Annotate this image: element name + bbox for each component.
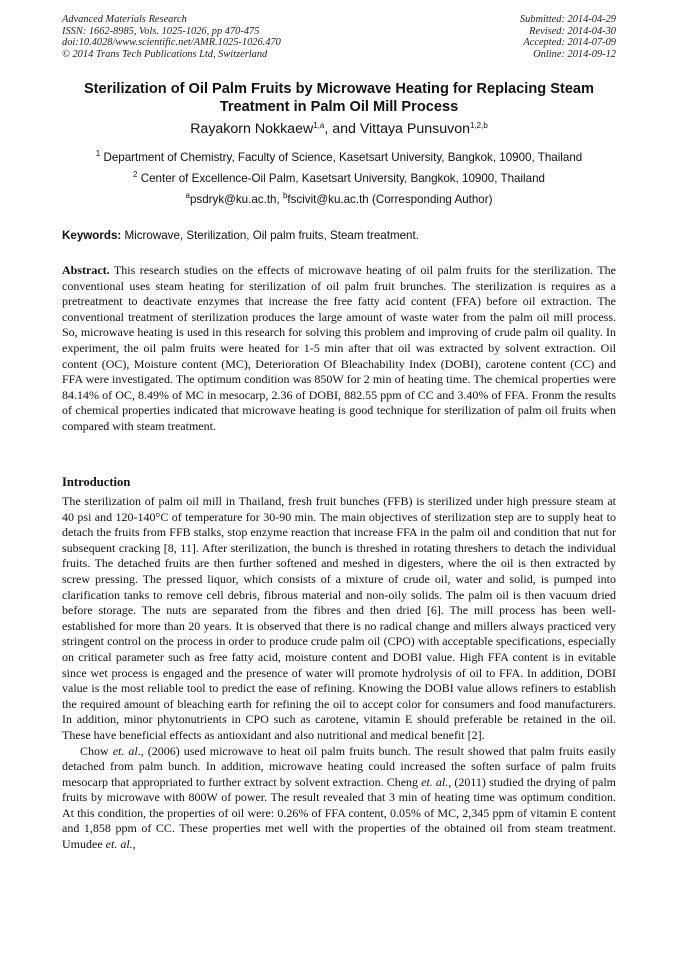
p2-text-d: ,: [132, 837, 136, 852]
affiliation-2-sup: 2: [133, 170, 138, 179]
p2-etal-3: et. al.: [105, 837, 133, 852]
email-a: psdryk@ku.ac.th,: [189, 193, 283, 206]
accepted-date: Accepted: 2014-07-09: [523, 37, 616, 49]
p2-text-c: , (2011) studied the drying of palm fruits by microwave with 800W of power. The result revealed that 3 min of heating time was optimum condition. At this condition, the properties of oil were: 0.26% of FFA content, 0.05% of MC, 2,345 ppm of vitamin E content and 1,858 ppm of CC. These properties met well with the properties of the obtained oil from steam treatment. Umudee: [62, 774, 616, 852]
p2-text-b: ., (2006) used microwave to heat oil palm fruits bunch. The result showed that palm fruits easily detached from palm bunch. In addition, microwave heating could increased the soften surface of palm fruits mesocarp that appropriated to further extract by solvent extraction. Cheng: [62, 743, 616, 789]
email-a-sup: a: [185, 191, 190, 200]
abstract-text: This research studies on the effects of microwave heating of oil palm fruits for the sterilization. The conventional uses steam heating for sterilization of oil palm fruit brunches. The sterilization is requires as a pretreatment to deactivate enzymes that increase the free fatty acid content (FFA) before oil extraction. The conventional treatment of sterilization produces the large amount of waste water from the palm oil mill process. So, microwave heating is used in this research for solving this problem and improving of crude palm oil quality. In experiment, the oil palm fruits were heated for 1-5 min after that oil was extracted by solvent extraction. Oil content (OC), Moisture content (MC), Deterioration Of Bleachability Index (DOBI), carotene content (CC) and FFA were investigated. The optimum condition was 850W for 2 min of heating time. The chemical properties were 84.14% of OC, 8.49% of MC in mesocarp, 2.36 of DOBI, 882.55 ppm of CC and 3.40% of FFA. Fronm the results of chemical properties indicated that microwave heating is good technique for sterilization of palm oil fruits when compared with steam treatment.: [62, 263, 616, 433]
email-line: [62, 193, 616, 206]
affiliation-1-text: Department of Chemistry, Faculty of Science, Kasetsart University, Bangkok, 10900, Thailand: [100, 151, 583, 164]
author-separator: , and: [324, 121, 360, 137]
author-1-sup: 1,a: [313, 121, 325, 130]
p2-etal-1: et. al: [112, 743, 138, 758]
online-date: Online: 2014-09-12: [533, 48, 616, 60]
abstract: [62, 263, 616, 435]
revised-date: Revised: 2014-04-30: [529, 25, 616, 37]
keywords: [62, 229, 616, 242]
affiliation-1-sup: 1: [95, 149, 101, 158]
author-2: Vittaya Punsuvon: [359, 121, 470, 137]
submitted-date: Submitted: 2014-04-29: [519, 14, 616, 25]
doi-line: doi:10.4028/www.scientific.net/AMR.1025-1026.470: [62, 37, 281, 49]
paper-title: Sterilization of Oil Palm Fruits by Microwave Heating for Replacing Steam Treatment in Palm Oil Mill Process: [83, 81, 595, 115]
p2-text-a: Chow: [80, 743, 113, 758]
affiliation-2: [62, 172, 616, 185]
introduction-heading: Introduction: [62, 475, 131, 489]
affiliation-1: [62, 151, 616, 164]
keywords-text: Microwave, Sterilization, Oil palm fruits, Steam treatment.: [121, 229, 419, 242]
email-b-sup: b: [282, 191, 288, 200]
abstract-label: Abstract.: [62, 263, 110, 277]
intro-paragraph-2: [62, 744, 616, 853]
author-1: Rayakorn Nokkaew: [190, 121, 314, 137]
submission-dates: [520, 14, 616, 60]
affiliation-2-text: Center of Excellence-Oil Palm, Kasetsart University, Bangkok, 10900, Thailand: [137, 172, 545, 185]
copyright-line: © 2014 Trans Tech Publications Ltd, Switzerland: [62, 48, 268, 60]
p2-etal-2: et. al.: [421, 774, 449, 789]
author-line: [62, 121, 616, 137]
intro-paragraph-1: The sterilization of palm oil mill in Thailand, fresh fruit bunches (FFB) is sterilized under high pressure steam at 40 psi and 120-140°C of temperature for 30-90 min. The main objectives of sterilization step are to supply heat to detach the fruits from FFB stalks, stop enzyme reaction that increase FFA in the palm oil and condition that nut for subsequent cracking [8, 11]. After sterilization, the bunch is threshed in rotating threshers to detach the individual fruits. The detached fruits are then further softened and meshed in digesters, where the oil is then extracted by screw pressing. The pressed liquor, which consists of a mixture of crude oil, water and solid, is pumped into clarification tanks to remove cell debris, fibrous material and non-oily solids. The palm oil is then vacuum dried before storage. The nuts are separated from the fibres and then dried [6]. The mill process has been well-established for more than 20 years. It is observed that there is no radical change and millers always practiced very stringent control on the process in order to produce crude palm oil (CPO) with acceptable specifications, especially on critical parameter such as free fatty acid, moisture content and DOBI value. High FFA content is in evitable since wet process is engaged and the presence of water will promote hydrolysis of oil to FFA. In addition, DOBI value is the most reliable tool to predict the ease of refining. Knowing the DOBI value allows refiners to establish the required amount of bleaching earth for refining the oil to accept color for consumers and food manufacturers. In addition, minor phytonutrients in CPO such as carotene, vitamin E should preferable be retained in the oil. These have beneficial effects as antioxidant and also nutritional and medical benefit [2].: [62, 494, 616, 742]
journal-info: [62, 14, 281, 60]
journal-name: Advanced Materials Research: [62, 14, 187, 25]
email-b: fscivit@ku.ac.th (Corresponding Author): [287, 193, 493, 206]
issn-line: ISSN: 1662-8985, Vols. 1025-1026, pp 470-475: [62, 25, 260, 37]
introduction-body: [62, 494, 616, 853]
keywords-label: Keywords:: [62, 229, 122, 242]
author-2-sup: 1,2,b: [470, 121, 488, 130]
